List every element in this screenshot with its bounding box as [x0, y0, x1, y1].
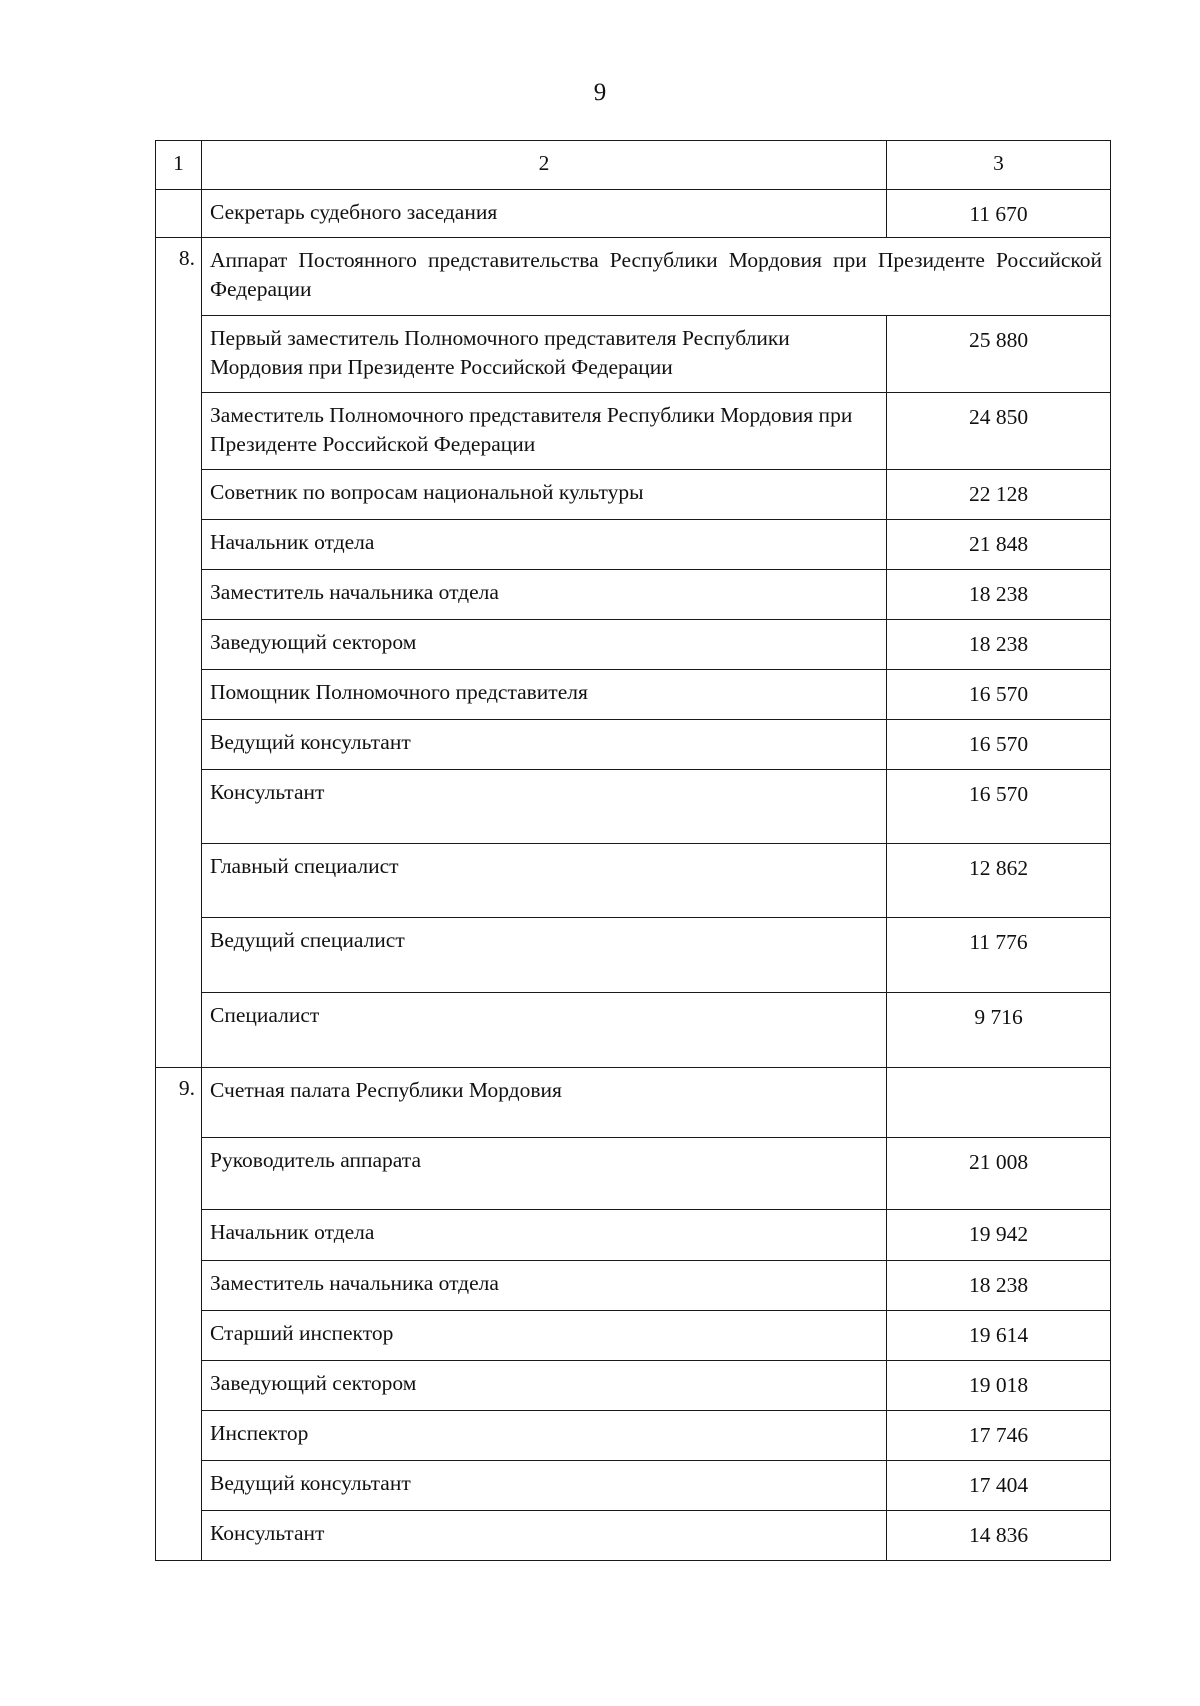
- salary-value: 18 238: [887, 1261, 1111, 1311]
- position-title: Первый заместитель Полномочного представителя Республики Мордовия при Президенте Российской Федерации: [202, 316, 887, 393]
- section-value: [887, 1068, 1111, 1138]
- salary-value: 25 880: [887, 316, 1111, 393]
- position-title: Заместитель Полномочного представителя Республики Мордовия при Президенте Российской Федерации: [202, 393, 887, 470]
- section-title: Счетная палата Республики Мордовия: [202, 1068, 887, 1138]
- position-title: Ведущий специалист: [202, 918, 887, 993]
- position-title: Консультант: [202, 1511, 887, 1561]
- salary-value: 19 614: [887, 1311, 1111, 1361]
- table-row: [156, 620, 1111, 670]
- salary-value: 16 570: [887, 720, 1111, 770]
- number-cell: [156, 190, 202, 238]
- position-title: Руководитель аппарата: [202, 1138, 887, 1210]
- salary-value: 11 776: [887, 918, 1111, 993]
- column-header-1: 1: [156, 141, 202, 190]
- table-row: [156, 1461, 1111, 1511]
- column-header-row: [156, 141, 1111, 190]
- table-row: [156, 393, 1111, 470]
- position-title: Заведующий сектором: [202, 620, 887, 670]
- position-title: Советник по вопросам национальной культуры: [202, 470, 887, 520]
- salary-value: 19 018: [887, 1361, 1111, 1411]
- salary-value: 24 850: [887, 393, 1111, 470]
- position-title: Начальник отдела: [202, 1210, 887, 1261]
- salary-value: 17 746: [887, 1411, 1111, 1461]
- table-row: [156, 1311, 1111, 1361]
- position-title: Старший инспектор: [202, 1311, 887, 1361]
- salary-value: 21 848: [887, 520, 1111, 570]
- position-title: Помощник Полномочного представителя: [202, 670, 887, 720]
- table-row: [156, 993, 1111, 1068]
- position-title: Заведующий сектором: [202, 1361, 887, 1411]
- salary-value: 18 238: [887, 620, 1111, 670]
- position-title: Ведущий консультант: [202, 1461, 887, 1511]
- column-header-3: 3: [887, 141, 1111, 190]
- table-row: [156, 1261, 1111, 1311]
- table-row: [156, 316, 1111, 393]
- table-row: [156, 918, 1111, 993]
- section-title: Аппарат Постоянного представительства Республики Мордовия при Президенте Российской Федерации: [202, 238, 1111, 316]
- position-title: Инспектор: [202, 1411, 887, 1461]
- table-row: [156, 520, 1111, 570]
- position-title: Главный специалист: [202, 844, 887, 918]
- position-title: Заместитель начальника отдела: [202, 1261, 887, 1311]
- section-number: 9.: [156, 1068, 202, 1561]
- position-title: Заместитель начальника отдела: [202, 570, 887, 620]
- table-row: [156, 770, 1111, 844]
- salary-value: 9 716: [887, 993, 1111, 1068]
- salary-value: 14 836: [887, 1511, 1111, 1561]
- salary-value: 19 942: [887, 1210, 1111, 1261]
- salary-value: 16 570: [887, 670, 1111, 720]
- salary-value: 16 570: [887, 770, 1111, 844]
- salary-value: 11 670: [887, 190, 1111, 238]
- table-row: [156, 190, 1111, 238]
- table-row: [156, 720, 1111, 770]
- position-title: Начальник отдела: [202, 520, 887, 570]
- salary-table: [155, 140, 1111, 1561]
- position-title: Консультант: [202, 770, 887, 844]
- salary-value: 18 238: [887, 570, 1111, 620]
- position-title: Специалист: [202, 993, 887, 1068]
- table-row: [156, 470, 1111, 520]
- section-header-row: [156, 1068, 1111, 1138]
- table-row: [156, 1138, 1111, 1210]
- table-row: [156, 1210, 1111, 1261]
- salary-value: 22 128: [887, 470, 1111, 520]
- table-row: [156, 1411, 1111, 1461]
- salary-value: 17 404: [887, 1461, 1111, 1511]
- position-title: Ведущий консультант: [202, 720, 887, 770]
- table-row: [156, 570, 1111, 620]
- section-header-row: [156, 238, 1111, 316]
- table-row: [156, 844, 1111, 918]
- table-row: [156, 1511, 1111, 1561]
- salary-value: 21 008: [887, 1138, 1111, 1210]
- page-number: 9: [593, 79, 607, 106]
- table-row: [156, 1361, 1111, 1411]
- salary-value: 12 862: [887, 844, 1111, 918]
- column-header-2: 2: [202, 141, 887, 190]
- position-title: Секретарь судебного заседания: [202, 190, 887, 238]
- section-number: 8.: [156, 238, 202, 1068]
- table-row: [156, 670, 1111, 720]
